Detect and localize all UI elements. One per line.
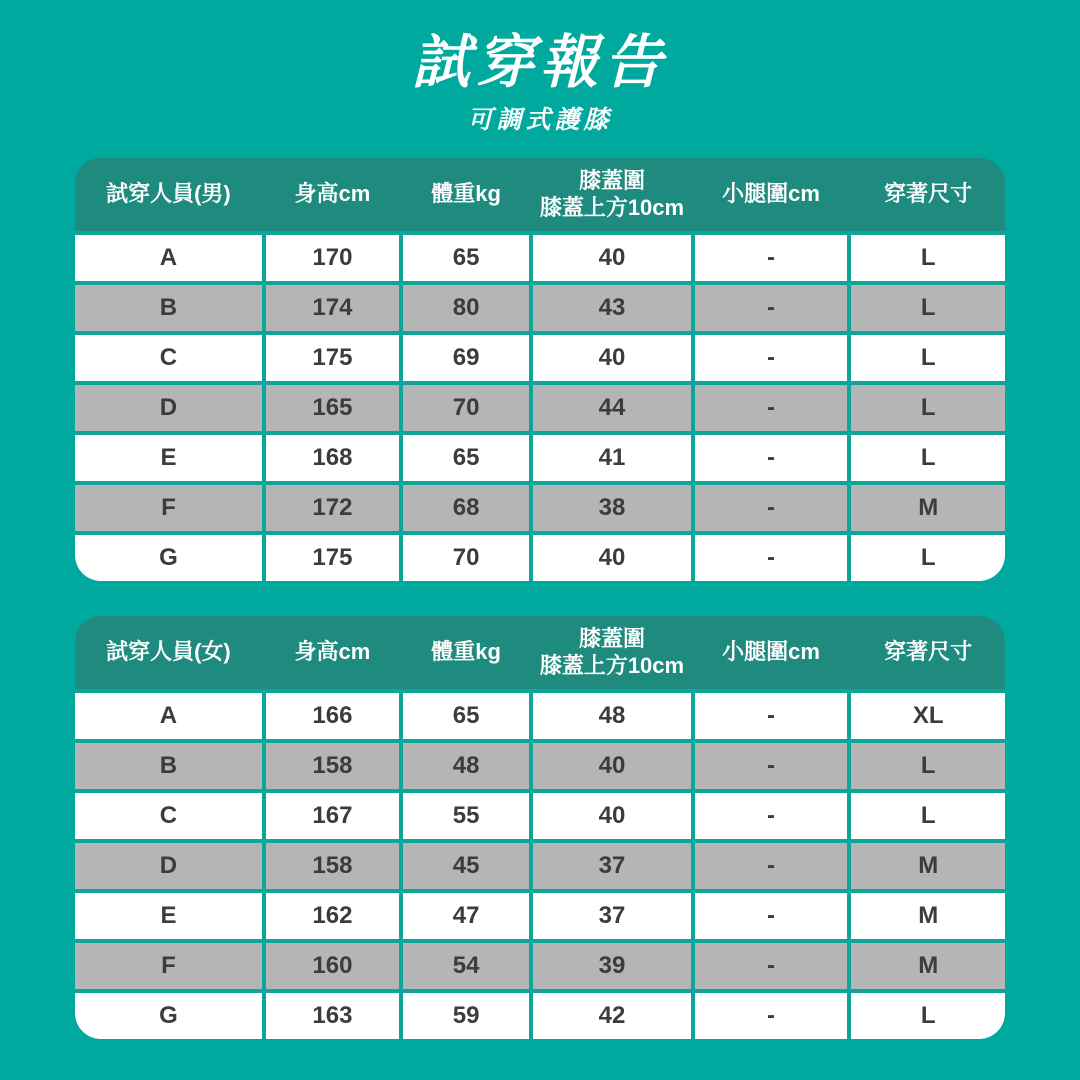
table-row — [75, 843, 1005, 889]
table-cell: 41 — [533, 435, 691, 481]
table-cell: 158 — [266, 843, 399, 889]
table-cell: 68 — [403, 485, 529, 531]
table-cell: 59 — [403, 993, 529, 1039]
table-cell: XL — [851, 693, 1005, 739]
table-row — [75, 943, 1005, 989]
table-cell: - — [695, 793, 848, 839]
column-header — [75, 181, 262, 208]
table-cell: 65 — [403, 235, 529, 281]
table-cell: - — [695, 435, 848, 481]
table-cell: 54 — [403, 943, 529, 989]
table-cell: 167 — [266, 793, 399, 839]
women-fitting-table — [75, 616, 1005, 1039]
table-cell: 175 — [266, 335, 399, 381]
column-header-line1: 試穿人員(男) — [106, 181, 231, 207]
table-cell: D — [75, 843, 262, 889]
table-cell: 65 — [403, 435, 529, 481]
column-header — [533, 626, 691, 680]
table-cell: - — [695, 993, 848, 1039]
table-row — [75, 793, 1005, 839]
table-cell: L — [851, 535, 1005, 581]
table-cell: 37 — [533, 843, 691, 889]
table-cell: G — [75, 535, 262, 581]
table-cell: L — [851, 285, 1005, 331]
column-header-line1: 體重kg — [431, 181, 501, 207]
table-cell: 65 — [403, 693, 529, 739]
column-header-line1: 體重kg — [431, 639, 501, 665]
men-fitting-table — [75, 158, 1005, 581]
column-header — [533, 168, 691, 222]
men-table-header-row — [75, 158, 1005, 231]
table-cell: 48 — [533, 693, 691, 739]
women-table-body — [75, 689, 1005, 1039]
table-cell: - — [695, 485, 848, 531]
table-cell: 55 — [403, 793, 529, 839]
table-cell: D — [75, 385, 262, 431]
table-cell: G — [75, 993, 262, 1039]
table-cell: L — [851, 993, 1005, 1039]
table-cell: 69 — [403, 335, 529, 381]
table-cell: - — [695, 743, 848, 789]
table-cell: L — [851, 335, 1005, 381]
column-header — [266, 181, 399, 208]
column-header-line1: 穿著尺寸 — [884, 639, 973, 665]
table-cell: L — [851, 743, 1005, 789]
men-table-body — [75, 231, 1005, 581]
table-cell: 160 — [266, 943, 399, 989]
table-cell: - — [695, 285, 848, 331]
table-cell: 40 — [533, 335, 691, 381]
table-row — [75, 335, 1005, 381]
column-header-line1: 膝蓋圍 — [578, 625, 645, 651]
column-header — [851, 181, 1005, 208]
table-cell: E — [75, 435, 262, 481]
table-row — [75, 743, 1005, 789]
table-cell: E — [75, 893, 262, 939]
column-header-line1: 身高cm — [294, 639, 371, 665]
table-cell: 40 — [533, 535, 691, 581]
column-header — [266, 639, 399, 666]
table-cell: M — [851, 843, 1005, 889]
page-title: 試穿報告 — [411, 30, 668, 95]
table-cell: 163 — [266, 993, 399, 1039]
table-cell: 44 — [533, 385, 691, 431]
table-cell: 80 — [403, 285, 529, 331]
table-cell: 40 — [533, 235, 691, 281]
table-cell: - — [695, 335, 848, 381]
table-cell: C — [75, 335, 262, 381]
column-header-line2: 膝蓋上方10cm — [539, 652, 685, 678]
women-table-header-row — [75, 616, 1005, 689]
table-row — [75, 893, 1005, 939]
table-cell: M — [851, 893, 1005, 939]
table-cell: - — [695, 893, 848, 939]
table-cell: 70 — [403, 385, 529, 431]
table-cell: 174 — [266, 285, 399, 331]
table-cell: B — [75, 285, 262, 331]
column-header — [403, 639, 529, 666]
table-cell: B — [75, 743, 262, 789]
table-cell: 166 — [266, 693, 399, 739]
table-cell: 42 — [533, 993, 691, 1039]
column-header — [695, 639, 848, 666]
table-cell: 172 — [266, 485, 399, 531]
table-cell: 168 — [266, 435, 399, 481]
column-header-line2: 膝蓋上方10cm — [539, 194, 685, 220]
table-cell: L — [851, 793, 1005, 839]
table-cell: - — [695, 535, 848, 581]
table-cell: - — [695, 693, 848, 739]
table-cell: 158 — [266, 743, 399, 789]
table-row — [75, 435, 1005, 481]
table-cell: M — [851, 943, 1005, 989]
table-row — [75, 285, 1005, 331]
column-header-line1: 膝蓋圍 — [578, 167, 645, 193]
table-row — [75, 693, 1005, 739]
table-cell: A — [75, 693, 262, 739]
table-cell: M — [851, 485, 1005, 531]
table-cell: 175 — [266, 535, 399, 581]
page-subtitle: 可調式護膝 — [467, 105, 613, 134]
table-cell: 37 — [533, 893, 691, 939]
table-cell: - — [695, 235, 848, 281]
column-header-line1: 試穿人員(女) — [106, 639, 231, 665]
table-cell: 70 — [403, 535, 529, 581]
table-cell: F — [75, 485, 262, 531]
column-header-line1: 小腿圍cm — [722, 639, 820, 665]
table-cell: L — [851, 385, 1005, 431]
table-cell: A — [75, 235, 262, 281]
table-cell: L — [851, 235, 1005, 281]
column-header-line1: 身高cm — [294, 181, 371, 207]
table-cell: 40 — [533, 743, 691, 789]
table-cell: - — [695, 385, 848, 431]
table-row — [75, 235, 1005, 281]
column-header — [403, 181, 529, 208]
column-header-line1: 穿著尺寸 — [884, 181, 973, 207]
table-row — [75, 485, 1005, 531]
table-cell: F — [75, 943, 262, 989]
table-cell: - — [695, 843, 848, 889]
table-cell: 43 — [533, 285, 691, 331]
table-row — [75, 535, 1005, 581]
table-cell: - — [695, 943, 848, 989]
table-cell: 38 — [533, 485, 691, 531]
table-cell: 39 — [533, 943, 691, 989]
table-cell: 170 — [266, 235, 399, 281]
table-cell: 162 — [266, 893, 399, 939]
table-cell: C — [75, 793, 262, 839]
column-header — [75, 639, 262, 666]
table-cell: 45 — [403, 843, 529, 889]
table-cell: L — [851, 435, 1005, 481]
column-header-line1: 小腿圍cm — [722, 181, 820, 207]
table-row — [75, 993, 1005, 1039]
table-cell: 40 — [533, 793, 691, 839]
table-cell: 47 — [403, 893, 529, 939]
table-cell: 48 — [403, 743, 529, 789]
column-header — [695, 181, 848, 208]
table-row — [75, 385, 1005, 431]
table-cell: 165 — [266, 385, 399, 431]
column-header — [851, 639, 1005, 666]
